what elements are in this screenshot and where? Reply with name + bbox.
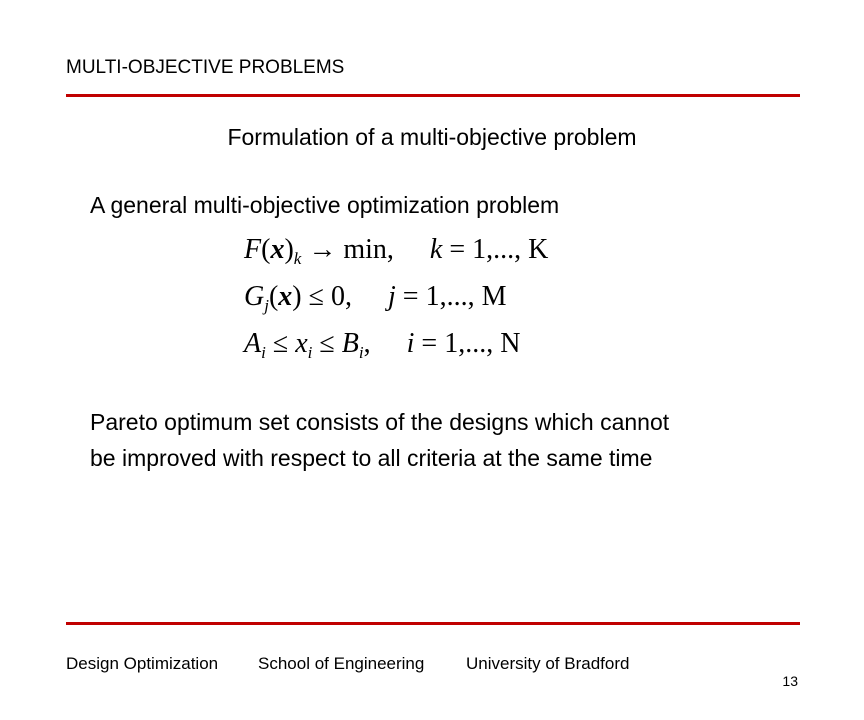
pareto-description [90,404,669,476]
eq-bounds-var: x [295,328,308,359]
eq-bounds-index: i [406,328,415,359]
eq-bounds-sub-lower: i [261,343,266,362]
slide-header-title: MULTI-OBJECTIVE PROBLEMS [66,57,345,78]
footer-divider [66,622,800,625]
header-divider [66,94,800,97]
eq-objective-sub: k [293,249,302,268]
eq-constraint-sub: j [264,296,269,315]
footer-university: University of Bradford [466,654,630,673]
equation-constraint: $G_j(x) \le 0$, j = 1,..., M [244,281,507,315]
pareto-line-1: Pareto optimum set consists of the designs which cannot [90,409,670,435]
footer-course: Design Optimization [66,654,219,673]
footer-school: School of Engineering [258,654,425,673]
eq-constraint-relation: ≤ 0, [308,281,352,312]
eq-bounds-lower: A [244,328,262,359]
eq-bounds-sub-upper: i [358,343,364,362]
eq-objective-symbol: F [244,234,262,265]
eq-objective-range: 1,..., K [472,234,549,265]
eq-bounds-upper: B [341,328,359,359]
equation-bounds: $A_i \le x_i \le B_i$, i = 1,..., N [244,328,521,362]
eq-objective-arrow: → [308,234,337,265]
slide-heading: Formulation of a multi-objective problem [227,124,637,150]
eq-bounds-sub-var: i [307,343,313,362]
eq-objective-min: min, [343,234,394,265]
eq-constraint-range: 1,..., M [425,281,507,312]
eq-constraint-symbol: G [244,281,265,312]
intro-text: A general multi-objective optimization problem [90,192,560,218]
equation-objective: $F(x)_k \to \min$, k = 1,..., K [244,234,549,268]
eq-objective-var: x [270,234,285,265]
eq-constraint-index: j [388,281,396,312]
eq-constraint-var: x [278,281,293,312]
eq-objective-index: k [429,234,443,265]
eq-bounds-range: 1,..., N [444,328,521,359]
page-number: 13 [782,673,798,689]
pareto-line-2: be improved with respect to all criteria at the same time [90,445,653,471]
